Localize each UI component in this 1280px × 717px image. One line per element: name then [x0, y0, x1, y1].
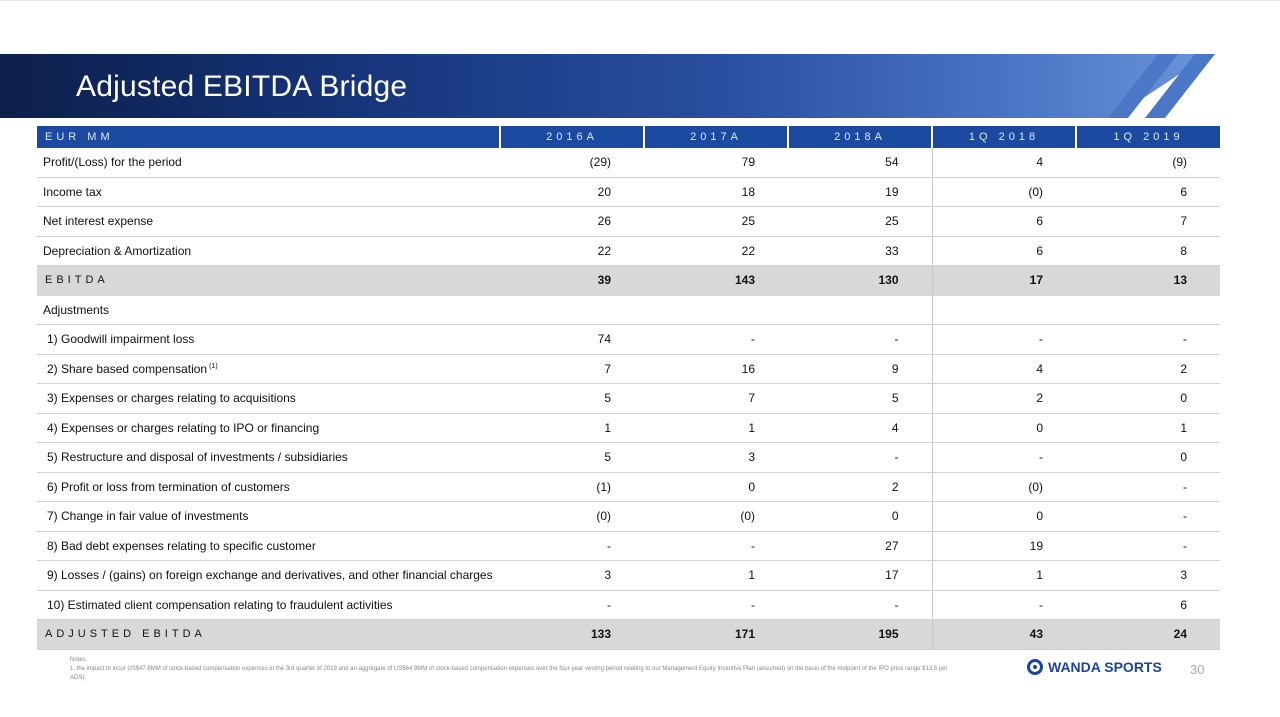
table-row — [37, 590, 1220, 620]
cell: 2 — [932, 384, 1076, 414]
cell: 0 — [932, 413, 1076, 443]
table-row — [37, 325, 1220, 355]
cell: 22 — [644, 236, 788, 266]
header-2018a: 2018A — [788, 126, 932, 148]
cell: 74 — [500, 325, 644, 355]
table-row — [37, 443, 1220, 473]
row-label: 7) Change in fair value of investments — [37, 502, 500, 532]
cell: 27 — [788, 531, 932, 561]
row-label: ADJUSTED EBITDA — [37, 620, 500, 650]
table-row — [37, 207, 1220, 237]
cell: - — [644, 590, 788, 620]
row-label: Income tax — [37, 177, 500, 207]
cell: 2 — [1076, 354, 1220, 384]
row-label: 1) Goodwill impairment loss — [37, 325, 500, 355]
row-label: 4) Expenses or charges relating to IPO or financing — [37, 413, 500, 443]
cell: 6 — [932, 236, 1076, 266]
row-label: Depreciation & Amortization — [37, 236, 500, 266]
cell: 1 — [644, 561, 788, 591]
cell: 133 — [500, 620, 644, 650]
cell — [788, 295, 932, 325]
cell: - — [1076, 531, 1220, 561]
cell: 4 — [932, 354, 1076, 384]
cell: 6 — [932, 207, 1076, 237]
cell: 19 — [788, 177, 932, 207]
cell: 25 — [644, 207, 788, 237]
header-1q2018: 1Q 2018 — [932, 126, 1076, 148]
cell: - — [932, 590, 1076, 620]
cell — [500, 295, 644, 325]
row-label-text: 2) Share based compensation — [47, 361, 208, 376]
cell: 3 — [1076, 561, 1220, 591]
header-2016a: 2016A — [500, 126, 644, 148]
ebitda-total-row — [37, 266, 1220, 296]
cell: 4 — [932, 148, 1076, 177]
cell: 8 — [1076, 236, 1220, 266]
cell: 0 — [644, 472, 788, 502]
cell: 43 — [932, 620, 1076, 650]
wanda-sports-logo — [1027, 659, 1162, 675]
cell: (0) — [644, 502, 788, 532]
cell — [932, 295, 1076, 325]
cell: 1 — [932, 561, 1076, 591]
notes-heading: Notes — [70, 657, 86, 663]
table-row — [37, 148, 1220, 177]
table-header-row — [37, 126, 1220, 148]
cell: - — [1076, 502, 1220, 532]
cell: 1 — [1076, 413, 1220, 443]
cell: 13 — [1076, 266, 1220, 296]
cell: 19 — [932, 531, 1076, 561]
cell: - — [788, 443, 932, 473]
table-row — [37, 472, 1220, 502]
cell: - — [788, 590, 932, 620]
cell: (0) — [500, 502, 644, 532]
cell: 143 — [644, 266, 788, 296]
cell: - — [644, 531, 788, 561]
cell: 18 — [644, 177, 788, 207]
cell: - — [500, 590, 644, 620]
page-title: Adjusted EBITDA Bridge — [76, 70, 408, 103]
cell: 7 — [1076, 207, 1220, 237]
page-number: 30 — [1190, 662, 1205, 677]
cell: 3 — [644, 443, 788, 473]
brand-name: WANDA SPORTS — [1048, 659, 1162, 675]
cell: 33 — [788, 236, 932, 266]
top-border — [0, 0, 1280, 1]
cell: 17 — [788, 561, 932, 591]
cell: - — [788, 325, 932, 355]
notes-text: 1. the impact to incur US$47.8MM of stock-based compensation expenses in the 3rd quarter of 2019 and an aggregate of US$84.9MM of stock-based compensation expenses over the four-year vesting period relating to our Management Equity Incentive Plan (assumed) on the basis of the midpoint of the IPO price range $13.5 per ADS). — [70, 666, 948, 681]
table-row — [37, 236, 1220, 266]
cell: (9) — [1076, 148, 1220, 177]
header-1q2019: 1Q 2019 — [1076, 126, 1220, 148]
cell: 130 — [788, 266, 932, 296]
cell: - — [932, 443, 1076, 473]
cell: 6 — [1076, 590, 1220, 620]
cell: - — [500, 531, 644, 561]
adjusted-ebitda-total-row — [37, 620, 1220, 650]
row-label: 3) Expenses or charges relating to acquisitions — [37, 384, 500, 414]
footnote-marker: (1) — [209, 362, 218, 370]
row-label: 10) Estimated client compensation relating to fraudulent activities — [37, 590, 500, 620]
ebitda-table — [37, 126, 1220, 650]
cell: 3 — [500, 561, 644, 591]
cell: 22 — [500, 236, 644, 266]
cell: 20 — [500, 177, 644, 207]
footnotes — [70, 656, 950, 683]
row-label — [37, 354, 500, 384]
row-label: EBITDA — [37, 266, 500, 296]
adjustments-heading-row — [37, 295, 1220, 325]
cell — [1076, 295, 1220, 325]
cell: (0) — [932, 177, 1076, 207]
cell: 2 — [788, 472, 932, 502]
row-label: Adjustments — [37, 295, 500, 325]
cell: 5 — [500, 443, 644, 473]
cell: 79 — [644, 148, 788, 177]
cell: 1 — [500, 413, 644, 443]
cell: 0 — [788, 502, 932, 532]
cell: 39 — [500, 266, 644, 296]
table-row — [37, 561, 1220, 591]
row-label: 5) Restructure and disposal of investments / subsidiaries — [37, 443, 500, 473]
cell: - — [1076, 325, 1220, 355]
cell: 24 — [1076, 620, 1220, 650]
cell: - — [932, 325, 1076, 355]
cell: 195 — [788, 620, 932, 650]
cell: 26 — [500, 207, 644, 237]
cell: 17 — [932, 266, 1076, 296]
table-row — [37, 531, 1220, 561]
row-label: 9) Losses / (gains) on foreign exchange and derivatives, and other financial charges — [37, 561, 500, 591]
cell: 54 — [788, 148, 932, 177]
table-row — [37, 502, 1220, 532]
table-row — [37, 384, 1220, 414]
cell: 0 — [932, 502, 1076, 532]
wanda-logo-icon — [1027, 659, 1043, 675]
cell: - — [1076, 472, 1220, 502]
header-2017a: 2017A — [644, 126, 788, 148]
cell: (0) — [932, 472, 1076, 502]
row-label: Net interest expense — [37, 207, 500, 237]
row-label: Profit/(Loss) for the period — [37, 148, 500, 177]
cell: 5 — [788, 384, 932, 414]
cell: 0 — [1076, 443, 1220, 473]
cell: 7 — [644, 384, 788, 414]
table-row — [37, 177, 1220, 207]
cell: 4 — [788, 413, 932, 443]
cell: (29) — [500, 148, 644, 177]
cell — [644, 295, 788, 325]
cell: 16 — [644, 354, 788, 384]
cell: 171 — [644, 620, 788, 650]
cell: 6 — [1076, 177, 1220, 207]
cell: 9 — [788, 354, 932, 384]
row-label: 8) Bad debt expenses relating to specific customer — [37, 531, 500, 561]
table-row — [37, 413, 1220, 443]
cell: (1) — [500, 472, 644, 502]
cell: 0 — [1076, 384, 1220, 414]
cell: 7 — [500, 354, 644, 384]
cell: - — [644, 325, 788, 355]
row-label: 6) Profit or loss from termination of customers — [37, 472, 500, 502]
header-label: EUR MM — [37, 126, 500, 148]
cell: 1 — [644, 413, 788, 443]
cell: 5 — [500, 384, 644, 414]
table-row — [37, 354, 1220, 384]
cell: 25 — [788, 207, 932, 237]
